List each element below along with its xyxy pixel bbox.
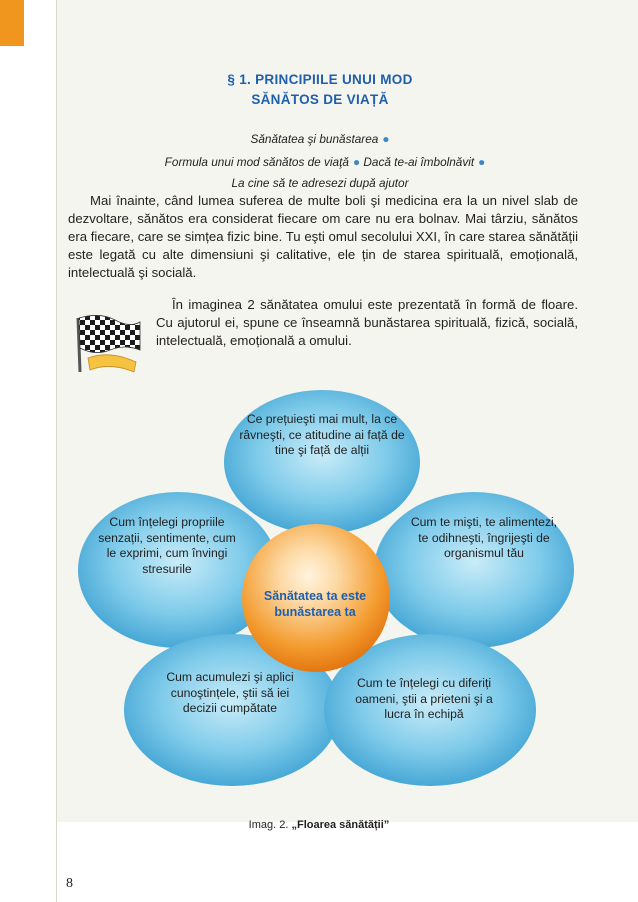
- bullet-icon: ●: [382, 132, 390, 146]
- page-number: 8: [66, 876, 73, 891]
- finish-flag-icon: [70, 310, 146, 376]
- petal-left-text: Cum înțelegi propriile senzații, sentimente, cum le exprimi, cum învingi stresurile: [98, 515, 236, 576]
- caption-prefix: Imag. 2.: [248, 819, 289, 831]
- petal-bottom-right-text: Cum te înțelegi cu diferiți oameni, ştii a prieteni şi a lucra în echipă: [355, 676, 493, 721]
- figure-caption: [0, 819, 638, 831]
- margin-rule: [56, 0, 57, 902]
- keyword-ill: Dacă te-ai îmbolnăvit: [363, 155, 475, 169]
- section-title-line2: SĂNĂTOS DE VIAȚĂ: [251, 92, 389, 107]
- keyword-line1: [180, 132, 460, 146]
- petal-right-text: Cum te mişti, te alimentezi, te odihneşti, îngrijeşti de organismul tău: [410, 515, 558, 560]
- section-title-line1: § 1. PRINCIPIILE UNUI MOD: [227, 72, 413, 87]
- paragraph-task: În imaginea 2 sănătatea omului este prezentată în formă de floare. Cu ajutorul ei, spune ce înseamnă bunăstarea spirituală, fizică, socială, intelectuală, emoțională a omului.: [156, 297, 578, 348]
- petal-bottom-left-text: Cum acumulezi şi aplici cunoştințele, ştii să iei decizii cumpătate: [166, 670, 294, 715]
- flower-center-text: Sănătatea ta este bunăstarea ta: [263, 589, 367, 619]
- paragraph-intro: Mai înainte, când lumea suferea de multe boli şi medicina era la un nivel slab de dezvoltare, sănătos era considerat fiecare om care nu era bolnav. Mai târziu, sănătos era fiecare, care se simțea fizic bine. Tu eşti omul secolului XXI, în care starea sănătății este legată cu alte dimensiuni şi calitative, ele țin de starea spirituală, emoțională, intelectuală şi socială.: [68, 193, 578, 280]
- keyword-line2: [90, 155, 560, 169]
- keyword-formula: Formula unui mod sănătos de viaţă: [164, 155, 349, 169]
- bullet-icon: ●: [352, 155, 361, 169]
- caption-title: „Floarea sănătății”: [291, 819, 390, 831]
- keyword-help: La cine să te adresezi după ajutor: [231, 176, 409, 190]
- keyword-health: Sănătatea şi bunăstarea: [250, 132, 379, 146]
- chapter-tab: [0, 0, 24, 46]
- petal-top-text: Ce prețuieşti mai mult, la ce râvneşti, ce atitudine ai față de tine şi față de alții: [239, 412, 405, 457]
- bullet-icon: ●: [478, 155, 486, 169]
